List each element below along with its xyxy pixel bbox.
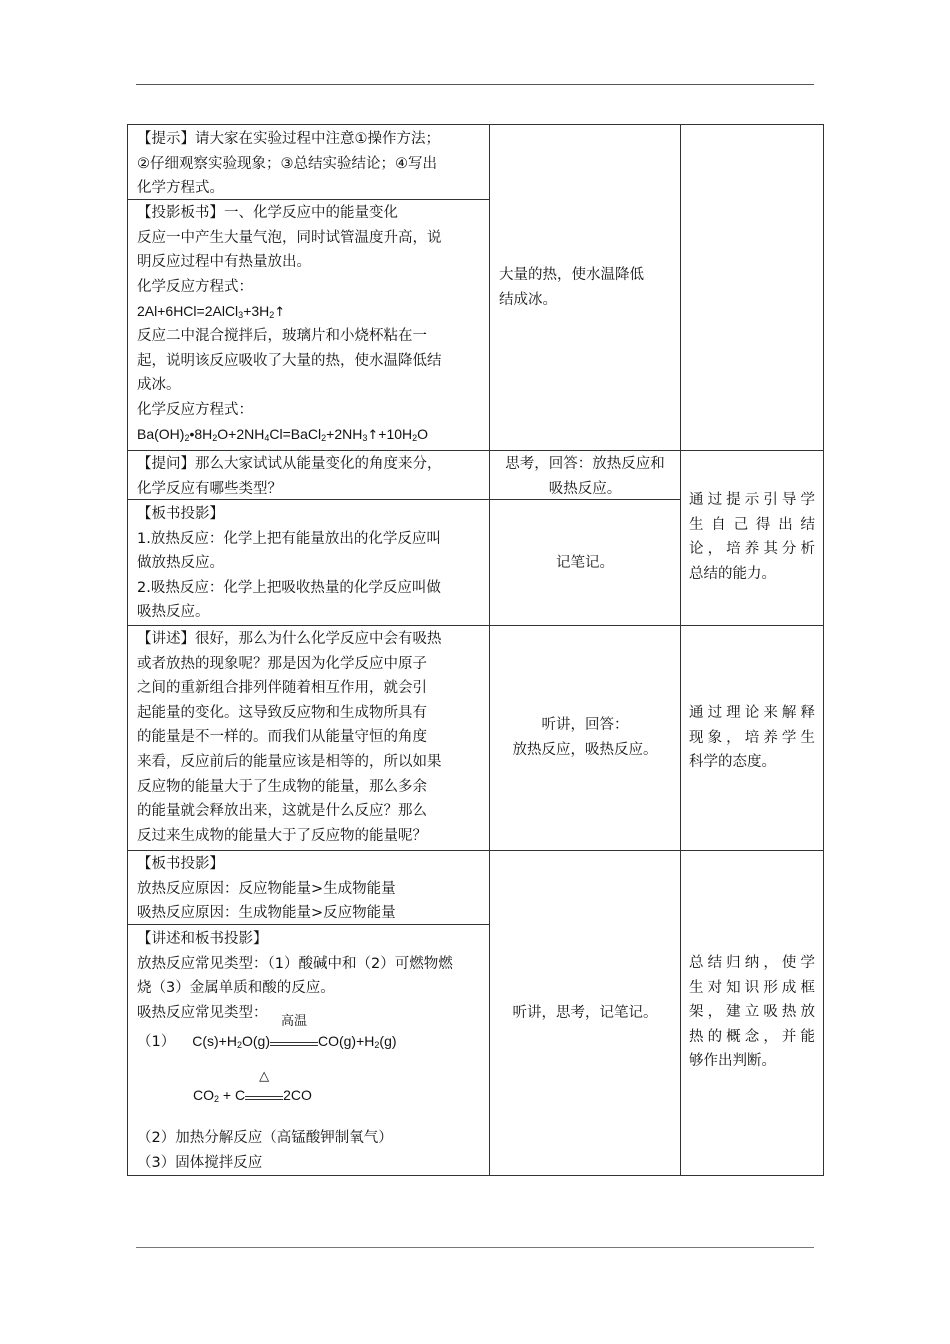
student-activity-cell: 听讲，回答： 放热反应，吸热反应。 [512,717,658,758]
header-rule [136,84,814,85]
gas-arrow-icon: ↑ [274,305,286,321]
reaction-types-tail: （2）加热分解反应（高锰酸钾制氧气） （3）固体搅拌反应 [137,1130,393,1171]
student-activity-cell: 大量的热，使水温降低 结成冰。 [499,267,644,308]
equation-carbon-dioxide: $CO_2 + C$ △ 2CO [193,1068,312,1104]
gas-arrow-icon: ↑ [367,428,379,444]
table-border-top [127,124,824,125]
equation-aluminum-hcl: $2Al+6HCl=2AlCl_3+3H_2↑$ [137,303,286,321]
definitions-cell: 【板书投影】 1.放热反应：化学上把有能量放出的化学反应叫 做放热反应。 2.吸热反应：化学上把吸收热量的化学反应叫做 吸热反应。 [137,506,441,621]
reaction-types-cell: 【讲述和板书投影】 放热反应常见类型：（1）酸碱中和（2）可燃物燃 烧（3）金属单质和酸的反应。 吸热反应常见类型： [137,931,453,1021]
projection-board-cell: 【投影板书】一、化学反应中的能量变化 反应一中产生大量气泡，同时试管温度升高，说 明反应过程中有热量放出。 化学反应方程式： $2Al+6HCl=2AlCl_3+3H_2↑$ 反应二中混合搅拌后，玻璃片和小烧杯粘在一 起，说明该反应吸收了大量的热，使水温降低结 成冰。 化学反应方程式： $Ba(OH)_2•8H_2O+2NH_4Cl=BaCl_2+2NH_3↑+10H_2O$ [137,201,442,447]
equation-barium-hydroxide: $Ba(OH)_2•8H_2O+2NH_4Cl=BaCl_2+2NH_3↑+10H_2O$ [137,426,429,444]
equation-carbon-steam: （1） $C(s)+H_2O(g)$ 高温 $CO(g)+H_2(g)$ [137,1014,397,1050]
question-cell: 【提问】那么大家试试从能量变化的角度来分， 化学反应有哪些类型？ [137,456,442,497]
reasons-cell: 【板书投影】 放热反应原因：反应物能量>生成物能量 吸热反应原因：生成物能量>反应物能量 [137,856,396,922]
table-border-right [823,124,824,1176]
footer-rule [136,1247,814,1248]
design-intent-cell: 总结归纳，使学 生对知识形成框 架，建立吸热放 热的概念，并能 够作出判断。 [689,955,815,1070]
student-activity-cell: 记笔记。 [556,555,614,571]
table-border-left [127,124,128,1176]
student-activity-cell: 思考，回答：放热反应和 吸热反应。 [505,456,665,497]
row-divider [127,625,824,626]
student-activity-cell: 听讲，思考，记笔记。 [512,1005,658,1021]
row-divider [127,450,824,451]
row-divider [127,850,824,851]
column-divider [680,124,681,1176]
narration-cell: 【讲述】很好，那么为什么化学反应中会有吸热 或者放热的现象呢？那是因为化学反应中原子 之间的重新组合排列伴随着相互作用，就会引 起能量的变化。这导致反应物和生成物所具有 的能量是不一样的。而我们从能量守恒的角度 来看，反应前后的能量应该是相等的，所以如果 反应物的能量大于了生成物的能量，那么多余 的能量就会释放出来，这就是什么反应？那么 反过来生成物的能量大于了反应物的能量呢？ [137,631,442,844]
high-temperature-condition: 高温 [270,1032,318,1046]
heating-triangle-icon: △ [245,1086,283,1100]
design-intent-cell: 通过提示引导学 生自己得出结 论，培养其分析 总结的能力。 [689,492,815,582]
hint-cell: 【提示】请大家在实验过程中注意①操作方法； ②仔细观察实验现象；③总结实验结论；④写出 化学方程式。 [137,131,440,197]
design-intent-cell: 通过理论来解释 现象，培养学生 科学的态度。 [689,705,815,771]
